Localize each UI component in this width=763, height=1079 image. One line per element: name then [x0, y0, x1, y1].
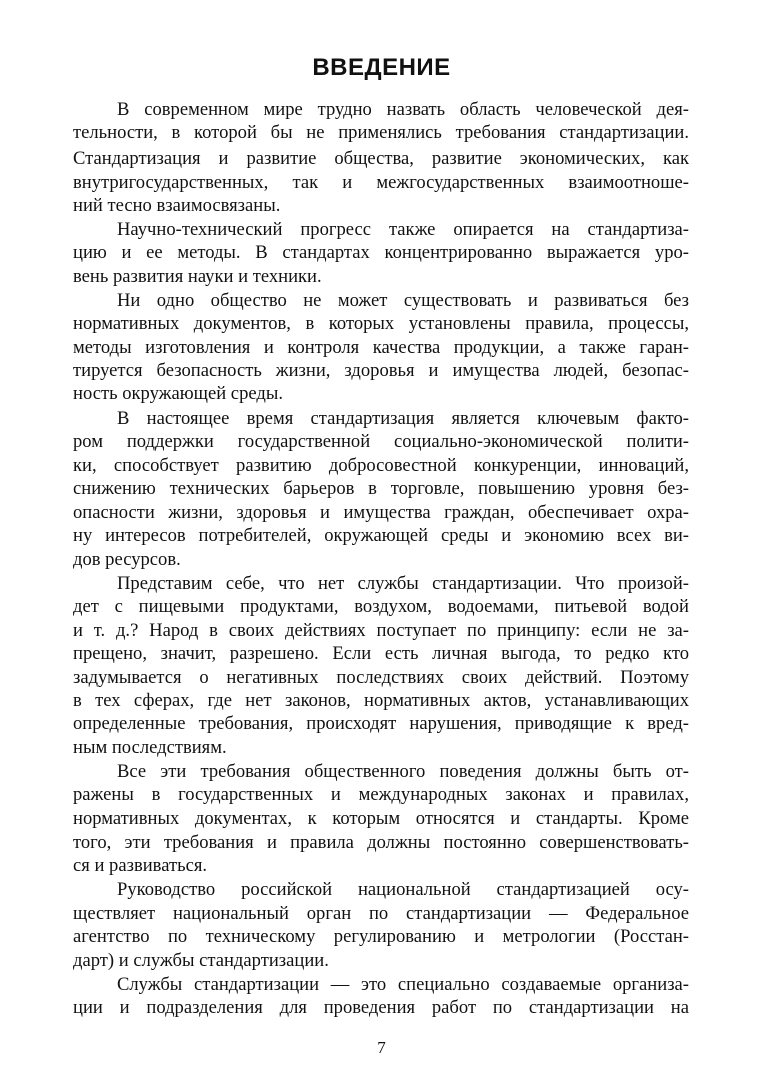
text-line: внутригосударственных, так и межгосударственных взаимоотноше- — [73, 172, 689, 193]
text-line: того, эти требования и правила должны постоянно совершенствовать- — [73, 832, 689, 853]
text-line: В настоящее время стандартизация является ключевым факто- — [117, 408, 689, 429]
text-line: ражены в государственных и международных законах и правилах, — [73, 784, 689, 805]
text-line: и т. д.? Народ в своих действиях поступает по принципу: если не за- — [73, 620, 689, 641]
text-line: Службы стандартизации — это специально создаваемые организа- — [117, 974, 689, 995]
text-line: прещено, значит, разрешено. Если есть личная выгода, то редко кто — [73, 643, 689, 664]
text-line: ществляет национальный орган по стандартизации — Федеральное — [73, 903, 689, 924]
text-line: тельности, в которой бы не применялись требования стандартизации. — [73, 122, 689, 143]
text-line: ром поддержки государственной социально-экономической полити- — [73, 431, 689, 452]
text-line: снижению технических барьеров в торговле, повышению уровня без- — [73, 478, 689, 499]
text-line: задумывается о негативных последствиях своих действий. Поэтому — [73, 667, 689, 688]
text-line: Все эти требования общественного поведения должны быть от- — [117, 761, 689, 782]
text-line: агентство по техническому регулированию и метрологии (Росстан- — [73, 926, 689, 947]
text-line: нормативных документах, к которым относятся и стандарты. Кроме — [73, 808, 689, 829]
text-line: Представим себе, что нет службы стандартизации. Что произой- — [117, 573, 689, 594]
text-line: методы изготовления и контроля качества продукции, а также гаран- — [73, 337, 689, 358]
text-line: в тех сферах, где нет законов, нормативных актов, устанавливающих — [73, 690, 689, 711]
text-line: определенные требования, происходят нарушения, приводящие к вред- — [73, 713, 689, 734]
text-line: ки, способствует развитию добросовестной конкуренции, инноваций, — [73, 455, 689, 476]
text-line: дарт) и службы стандартизации. — [73, 950, 329, 971]
text-line: дов ресурсов. — [73, 549, 181, 570]
text-line: ний тесно взаимосвязаны. — [73, 195, 281, 216]
text-line: Ни одно общество не может существовать и развиваться без — [117, 290, 689, 311]
text-line: цию и ее методы. В стандартах концентрированно выражается уро- — [73, 242, 689, 263]
text-line: ность окружающей среды. — [73, 383, 283, 404]
text-line: В современном мире трудно назвать область человеческой дея- — [117, 99, 689, 120]
page-title: ВВЕДЕНИЕ — [312, 54, 451, 81]
page-number: 7 — [377, 1038, 386, 1057]
text-line: тируется безопасность жизни, здоровья и имущества людей, безопас- — [73, 360, 689, 381]
text-line: ну интересов потребителей, окружающей среды и экономию всех ви- — [73, 525, 689, 546]
text-line: ным последствиям. — [73, 737, 227, 758]
text-line: Руководство российской национальной стандартизацией осу- — [117, 879, 689, 900]
text-line: Научно-технический прогресс также опирается на стандартиза- — [117, 219, 689, 240]
text-line: вень развития науки и техники. — [73, 266, 322, 287]
text-line: опасности жизни, здоровья и имущества граждан, обеспечивает охра- — [73, 502, 689, 523]
text-line: ции и подразделения для проведения работ по стандартизации на — [73, 997, 689, 1018]
text-line: дет с пищевыми продуктами, воздухом, водоемами, питьевой водой — [73, 596, 689, 617]
text-line: нормативных документов, в которых установлены правила, процессы, — [73, 313, 689, 334]
text-line: ся и развиваться. — [73, 855, 208, 876]
text-line: Стандартизация и развитие общества, развитие экономических, как — [73, 148, 689, 169]
